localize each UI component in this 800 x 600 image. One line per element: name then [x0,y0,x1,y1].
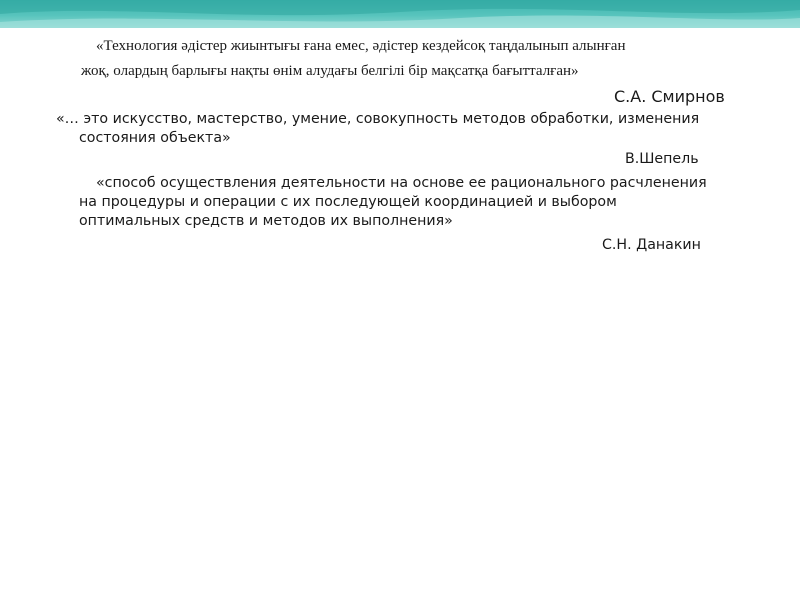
quote-1-line-2: жоқ, олардың барлығы нақты өнім алудағы белгілі бір мақсатқа бағытталған» [81,63,579,79]
quote-1-line-1: «Технология әдістер жиынтығы ғана емес, әдістер кездейсоқ таңдалынып алынған [96,38,626,54]
quote-3-line-3: оптимальных средств и методов их выполнения» [79,213,453,229]
quote-2-line-2: состояния объекта» [79,130,231,146]
quote-3-author: С.Н. Данакин [602,237,701,253]
quote-2-line-1: «… это искусство, мастерство, умение, совокупность методов обработки, изменения [56,111,700,127]
quote-2-author: В.Шепель [625,151,699,167]
quote-3-line-2: на процедуры и операции с их последующей координацией и выбором [79,194,617,210]
quote-1-author: С.А. Смирнов [614,87,725,106]
quote-3-line-1: «способ осуществления деятельности на основе ее рационального расчленения [96,175,707,191]
